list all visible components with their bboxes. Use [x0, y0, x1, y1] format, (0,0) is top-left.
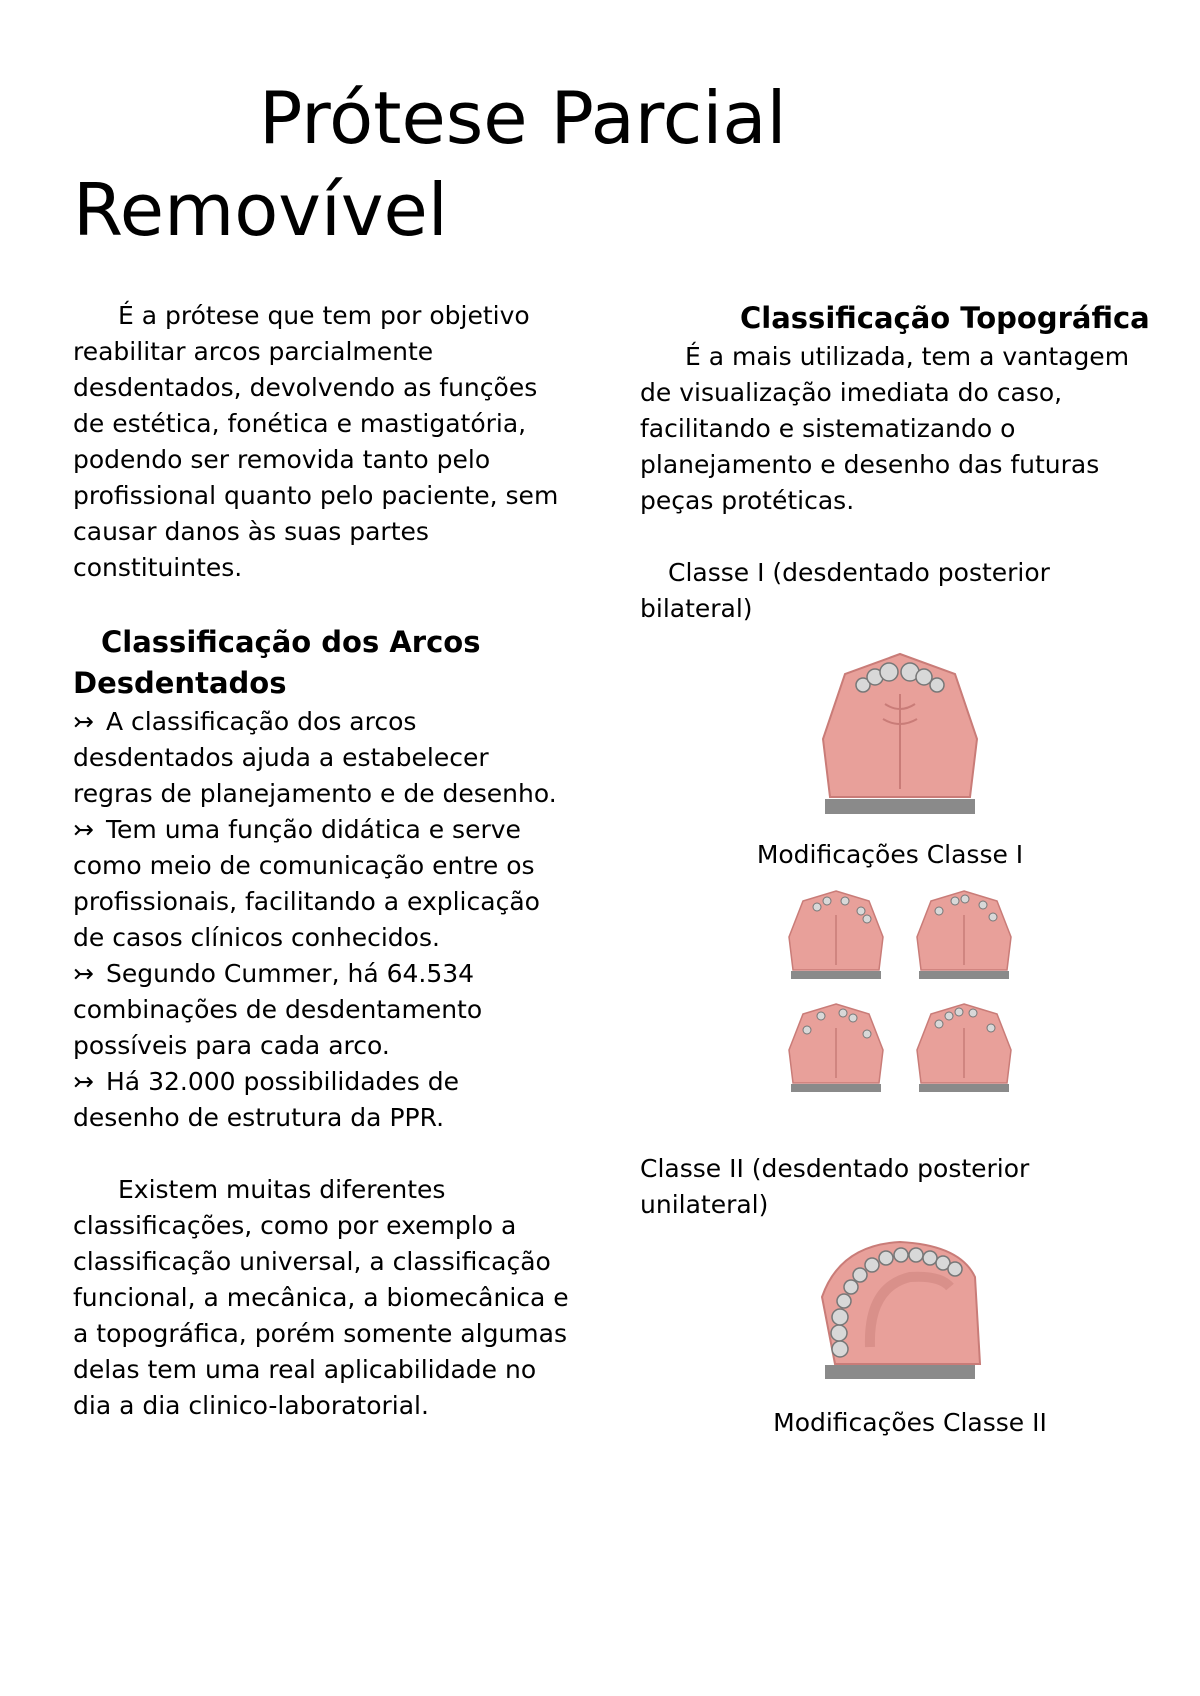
title-line-2: Removível: [73, 168, 448, 252]
arrow-icon: ↣: [73, 707, 94, 736]
arrow-icon: ↣: [73, 959, 94, 988]
classe2-label: Classe II (desdentado posterior unilateral): [640, 1154, 1030, 1219]
classe1-figure: [640, 649, 1160, 819]
intro-paragraph: É a prótese que tem por objetivo reabilitar arcos parcialmente desdentados, devolvendo as funções de estética, fonética e mastigatória, podendo ser removida tanto pelo profissional quanto pelo paciente, sem causar danos às suas partes constituintes.: [73, 301, 559, 582]
arch-model-mod-image: [781, 1000, 891, 1095]
topografica-paragraph: É a mais utilizada, tem a vantagem de visualização imediata do caso, facilitando e sistematizando o planejamento e desenho das futuras peças protéticas.: [640, 342, 1130, 515]
arch-model-mod-image: [909, 887, 1019, 982]
classe1-label: Classe I (desdentado posterior bilateral): [640, 558, 1050, 623]
closing-paragraph: Existem muitas diferentes classificações, como por exemplo a classificação universal, a classificação funcional, a mecânica, a biomecânica e a topográfica, porém somente algumas delas tem uma real aplicabilidade no dia a dia clinico-laboratorial.: [73, 1175, 569, 1420]
arch-model-classe1-image: [805, 649, 995, 819]
arrow-icon: ↣: [73, 815, 94, 844]
bullet-list: [73, 704, 573, 1136]
classe1-modificacoes-label: Modificações Classe I: [756, 840, 1024, 869]
document-title: [73, 72, 973, 256]
arrow-icon: ↣: [73, 1067, 94, 1096]
arch-model-mod-image: [909, 1000, 1019, 1095]
right-column: [640, 298, 1160, 1441]
left-column: [73, 298, 573, 1424]
classe2-figure: [640, 1237, 1160, 1387]
section-heading-arcos: Classificação dos Arcos Desdentados: [73, 625, 481, 700]
arch-model-classe2-image: [810, 1237, 990, 1387]
classe1-modificacoes-grid: [640, 887, 1160, 1095]
bullet-item: ↣ Segundo Cummer, há 64.534 combinações de desdentamento possíveis para cada arco.: [73, 956, 573, 1064]
bullet-item: ↣ Há 32.000 possibilidades de desenho de estrutura da PPR.: [73, 1064, 573, 1136]
arch-model-mod-image: [781, 887, 891, 982]
bullet-item: ↣ Tem uma função didática e serve como meio de comunicação entre os profissionais, facilitando a explicação de casos clínicos conhecidos.: [73, 812, 573, 956]
classe2-modificacoes-label: Modificações Classe II: [773, 1408, 1047, 1437]
title-line-1: Prótese Parcial: [259, 76, 787, 160]
bullet-item: ↣ A classificação dos arcos desdentados ajuda a estabelecer regras de planejamento e de desenho.: [73, 704, 573, 812]
section-heading-topografica: Classificação Topográfica: [740, 301, 1150, 335]
